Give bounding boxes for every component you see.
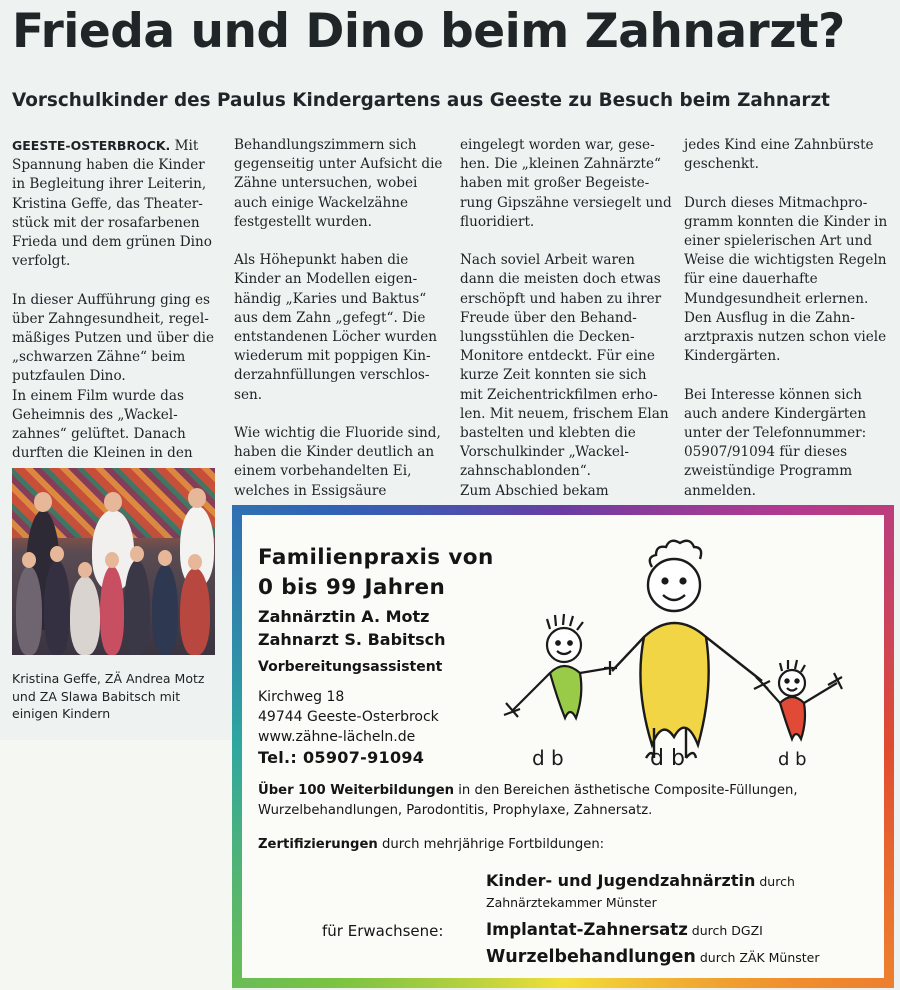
article-column-3 [460,136,672,520]
blank-area [0,740,232,990]
cert-kids-text: durch [755,874,795,889]
ad-certifications [258,837,604,852]
cert-implant-bold: Implantat-Zahnersatz [486,920,688,939]
photo-child [180,568,210,655]
paragraph: In dieser Aufführung ging es über Zahngesundheit, regelmäßiges Putzen und über die „schwarzen Zähne“ beim putzfaulen Dino. [12,291,215,385]
ad-cert-implant [486,920,763,939]
phone-number: Tel.: 05907-91094 [258,748,425,767]
dateline: GEESTE-OSTERBROCK. [12,138,171,153]
article-column-4 [684,136,888,520]
subheadline: Vorschulkinder des Paulus Kindergartens aus Geeste zu Besuch beim Zahnarzt [12,90,830,111]
cert-implant-text: durch DGZI [687,923,763,938]
article-column-1 [12,136,217,483]
cert-root-canal-bold: Wurzelbehandlungen [486,947,696,967]
paragraph: Wie wichtig die Fluoride sind, haben die Kinder deutlich an einem vorbehandelten Ei, welches in Essigsäure [234,425,441,499]
ad-adults-label: für Erwachsene: [322,922,444,940]
ad-address [258,687,439,747]
cert-bold: Zertifizierungen [258,837,378,852]
logo-letters: d b [532,746,564,770]
ad-title [258,543,494,603]
photo-child [100,566,124,655]
trainings-bold: Über 100 Weiterbildungen [258,783,455,798]
photo-child [16,566,42,655]
trainings-text: in den Bereichen ästhetische Composite-Füllungen, Wurzelbehandlungen, Parodontitis, Prophylaxe, Zahnersatz. [258,783,798,818]
photo-child [124,560,150,655]
ad-cert-kids-org: Zahnärztekammer Münster [486,895,657,910]
paragraph: Nach soviel Arbeit waren dann die meisten doch etwas erschöpft und haben zu ihrer Freude über den Behandlungsstühlen die DeckenMonitore entdeckt. Für eine kurze Zeit konnten sie sich mit Zeichentrickfilmen erholen. Mit neuem, frischem Elan bastelten und klebten die Vorschulkinder „Wackelzahnschablonden“. [460,252,669,480]
cert-kids-bold: Kinder- und Jugendzahnärztin [486,871,756,890]
paragraph: Als Höhepunkt haben die Kinder an Modellen eigenhändig „Karies und Baktus“ aus dem Zahn „gefegt“. Die entstandenen Löcher wurden wiederum mit poppigen Kinderzahnfüllungen verschlossen. [234,252,438,403]
ad-trainings [258,781,868,821]
tooth-figure-small-icon [504,614,617,718]
photo-child [152,564,178,655]
paragraph: Behandlungszimmern sich gegenseitig unter Aufsicht die Zähne untersuchen, wobei auch einige Wackelzähne festgestellt wurden. [234,137,443,230]
ad-title-line: 0 bis 99 Jahren [258,575,446,600]
ad-dentist-names [258,605,446,651]
paragraph: Bei Interesse können sich auch andere Kindergärten unter der Telefonnummer: 05907/91094 für dieses zweistündige Programm anmelden. [684,386,867,499]
dentist-name: Zahnärztin A. Motz [258,607,430,626]
ad-role: Vorbereitungsassistent [258,659,443,675]
article-column-2 [234,136,444,520]
cert-text: durch mehrjährige Fortbildungen: [377,837,605,852]
tooth-figure-right-icon [754,660,842,739]
photo-child [44,560,70,655]
website-link[interactable]: www.zähne-lächeln.de [258,729,416,745]
paragraph: Mit Spannung haben die Kinder in Begleitung ihrer Leiterin, Kristina Geffe, das Theaterstück mit der rosafarbenen Frieda und dem grünen Dino verfolgt. [12,138,212,270]
cert-root-canal-text: durch ZÄK Münster [695,950,820,965]
photo-child [70,576,100,655]
advertisement [232,505,894,988]
paragraph: In einem Film wurde das Geheimnis des „Wackelzahnes“ gelüftet. Danach durften die Kleinen in den [12,387,193,462]
logo-letters: d b [650,746,685,771]
advertisement-content [242,515,884,978]
photo-caption: Kristina Geffe, ZÄ Andrea Motz und ZA Slawa Babitsch mit einigen Kindern [12,671,205,721]
paragraph: Zum Abschied bekam [460,482,609,499]
address-street: Kirchweg 18 [258,689,345,705]
headline: Frieda und Dino beim Zahnarzt? [12,4,845,59]
dentist-name: Zahnarzt S. Babitsch [258,630,446,649]
address-city: 49744 Geeste-Osterbrock [258,709,439,725]
ad-cert-kids [486,871,795,890]
group-photo [12,468,215,655]
ad-title-line: Familienpraxis von [258,545,494,570]
tooth-figure-large-icon [612,541,762,758]
paragraph: eingelegt worden war, gesehen. Die „kleinen Zahnärzte“ haben mit großer Begeisterung Gipszähne versiegelt und fluoridiert. [460,137,672,230]
paragraph: jedes Kind eine Zahnbürste geschenkt. [684,137,874,173]
ad-cert-root-canal [486,947,820,967]
paragraph: Durch dieses Mitmachprogramm konnten die Kinder in einer spielerischen Art und Weise die wichtigsten Regeln für eine dauerhafte Mundgesundheit erlernen. Den Ausflug in die Zahnarztpraxis nutzen schon viele Kindergärten. [684,194,888,365]
logo-letters: d b [778,749,807,770]
tooth-family-logo [492,533,862,773]
